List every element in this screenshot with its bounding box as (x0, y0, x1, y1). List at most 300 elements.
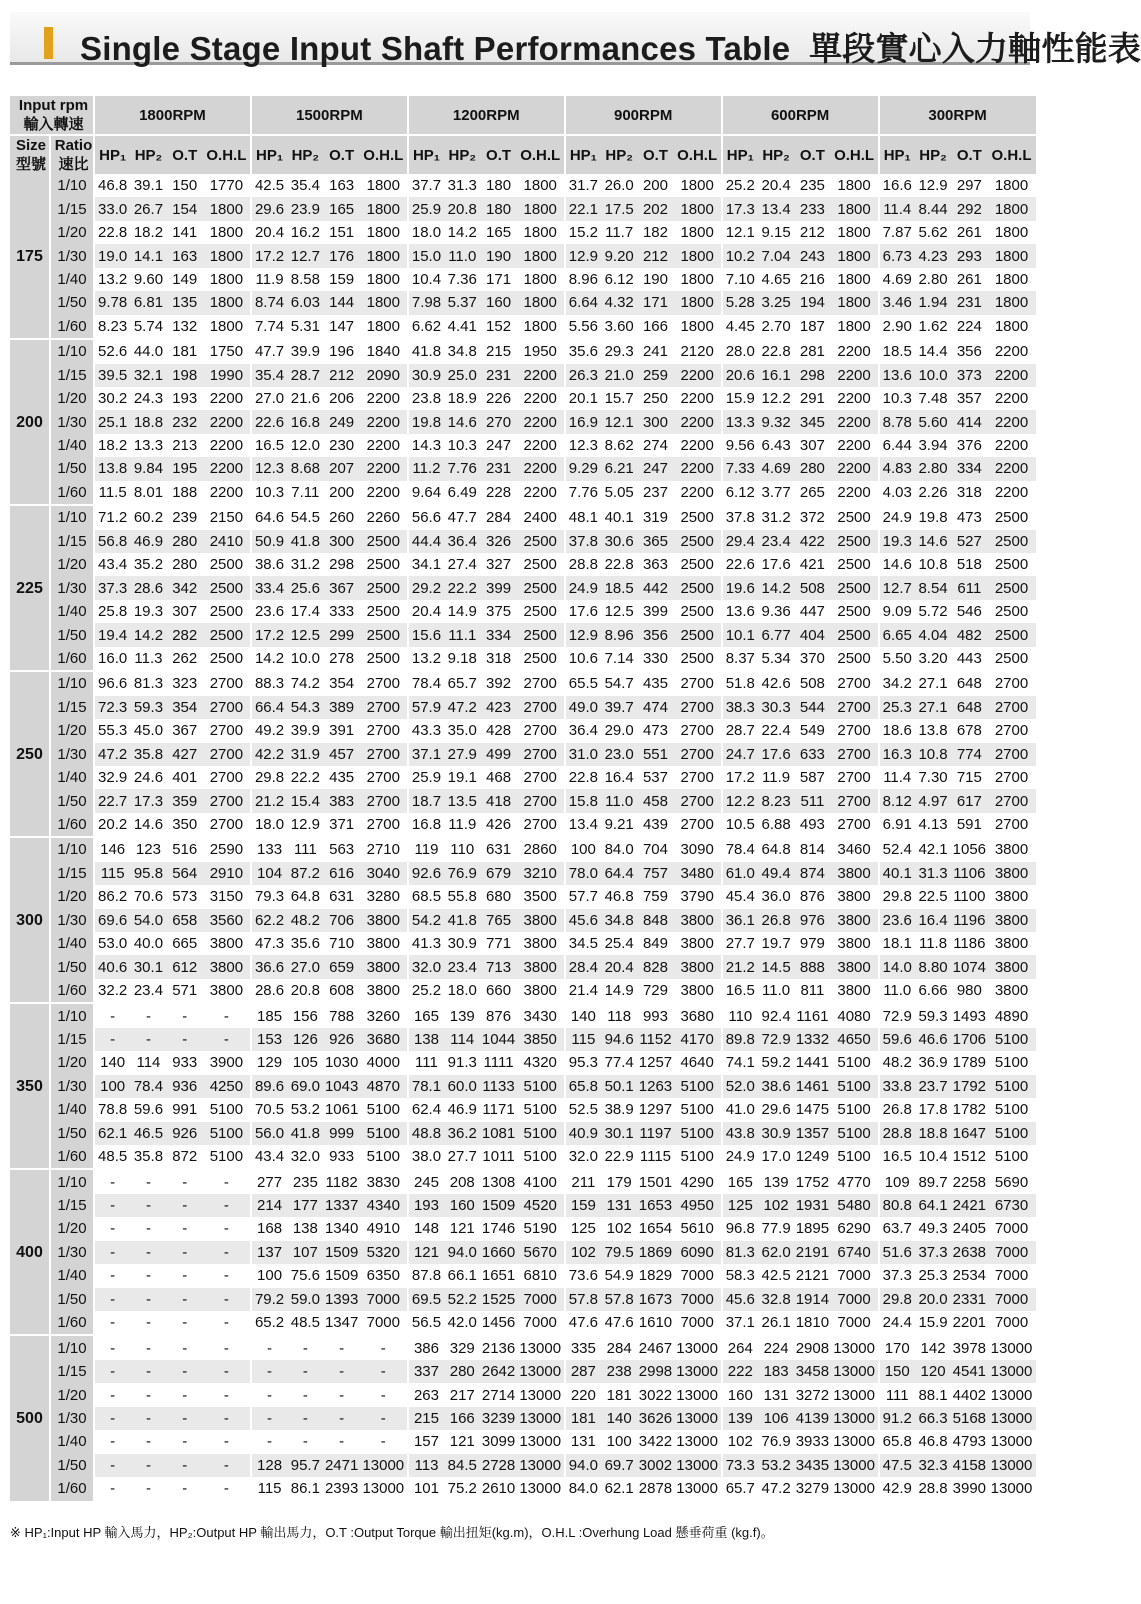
value-cell: 2700 (831, 696, 879, 719)
value-cell: 22.2 (444, 576, 480, 599)
value-cell: 4640 (674, 1051, 722, 1074)
value-cell: 28.4 (565, 955, 601, 978)
value-cell: 27.7 (444, 1145, 480, 1169)
value-cell: 1512 (951, 1145, 987, 1169)
value-cell: 23.4 (758, 530, 794, 553)
value-cell: 59.3 (130, 696, 166, 719)
value-cell: 66.4 (251, 696, 287, 719)
value-cell: 3800 (831, 955, 879, 978)
value-cell: 180 (480, 174, 516, 197)
ratio-cell: 1/30 (50, 1407, 94, 1430)
value-cell: 12.3 (565, 434, 601, 457)
value-cell: 1800 (517, 268, 565, 291)
value-cell: 2136 (480, 1335, 516, 1359)
value-cell: 3022 (637, 1383, 673, 1406)
value-cell: 334 (480, 623, 516, 646)
value-cell: 11.9 (444, 813, 480, 837)
value-cell: 31.2 (758, 505, 794, 529)
value-cell: 3800 (517, 979, 565, 1003)
value-cell: 47.2 (444, 696, 480, 719)
value-cell: 2200 (831, 364, 879, 387)
value-cell: 30.1 (601, 1122, 637, 1145)
value-cell: 33.4 (251, 576, 287, 599)
value-cell: 2700 (360, 813, 408, 837)
value-cell: 2700 (360, 696, 408, 719)
value-cell: 88.3 (251, 671, 287, 695)
value-cell: 1653 (637, 1194, 673, 1217)
table-row (10, 339, 1036, 363)
value-cell: 13000 (831, 1454, 879, 1477)
value-cell: 1800 (831, 174, 879, 197)
value-cell: - (287, 1335, 323, 1359)
value-cell: 77.9 (758, 1217, 794, 1240)
value-cell: 3800 (517, 932, 565, 955)
ratio-cell: 1/40 (50, 1098, 94, 1121)
value-cell: 2500 (203, 600, 251, 623)
value-cell: 65.8 (879, 1430, 915, 1453)
value-cell: 2500 (987, 553, 1035, 576)
value-cell: 42.5 (251, 174, 287, 197)
value-cell: 4.04 (915, 623, 951, 646)
value-cell: 1800 (674, 268, 722, 291)
value-cell: 28.6 (130, 576, 166, 599)
ratio-cell: 1/15 (50, 696, 94, 719)
value-cell: 428 (480, 719, 516, 742)
value-cell: 2500 (203, 623, 251, 646)
value-cell: 335 (565, 1335, 601, 1359)
value-cell: 1074 (951, 955, 987, 978)
value-cell: 16.4 (915, 909, 951, 932)
value-cell: 1789 (951, 1051, 987, 1074)
value-cell: 15.7 (601, 387, 637, 410)
value-cell: 611 (951, 576, 987, 599)
table-row (10, 1051, 1036, 1074)
ratio-cell: 1/30 (50, 909, 94, 932)
ratio-cell: 1/10 (50, 339, 94, 363)
value-cell: 9.84 (130, 457, 166, 480)
value-cell: 47.6 (565, 1311, 601, 1335)
title-cn: 單段實心入力軸性能表 (809, 30, 1141, 67)
value-cell: 1100 (951, 885, 987, 908)
value-cell: 42.6 (758, 671, 794, 695)
value-cell: 423 (480, 696, 516, 719)
value-cell: 13000 (831, 1430, 879, 1453)
ratio-cell: 1/60 (50, 1145, 94, 1169)
ratio-cell: 1/60 (50, 979, 94, 1003)
value-cell: 3800 (987, 837, 1035, 861)
value-cell: 1171 (480, 1098, 516, 1121)
value-cell: 5690 (987, 1169, 1035, 1193)
ratio-cell: 1/60 (50, 813, 94, 837)
value-cell: 165 (324, 197, 360, 220)
value-cell: - (94, 1288, 130, 1311)
value-cell: 15.2 (565, 221, 601, 244)
value-cell: 4.65 (758, 268, 794, 291)
value-cell: - (130, 1407, 166, 1430)
value-cell: - (130, 1028, 166, 1051)
value-cell: 27.1 (915, 696, 951, 719)
page-title (80, 23, 1141, 70)
table-row (10, 291, 1036, 314)
value-cell: 160 (444, 1194, 480, 1217)
value-cell: 5100 (987, 1145, 1035, 1169)
value-cell: 157 (408, 1430, 444, 1453)
ratio-cell: 1/50 (50, 1454, 94, 1477)
value-cell: 6090 (674, 1241, 722, 1264)
value-cell: 5100 (517, 1075, 565, 1098)
value-cell: 149 (167, 268, 203, 291)
value-cell: 20.1 (565, 387, 601, 410)
value-cell: 7.87 (879, 221, 915, 244)
value-cell: 1800 (360, 291, 408, 314)
value-cell: 91.3 (444, 1051, 480, 1074)
value-cell: 1840 (360, 339, 408, 363)
value-cell: 13.2 (408, 647, 444, 671)
value-cell: - (94, 1241, 130, 1264)
value-cell: 13000 (987, 1383, 1035, 1406)
value-cell: 74.2 (287, 671, 323, 695)
value-cell: 250 (637, 387, 673, 410)
value-cell: 3800 (517, 909, 565, 932)
size-cell: 175 (10, 174, 50, 339)
value-cell: - (94, 1477, 130, 1501)
table-row (10, 932, 1036, 955)
value-cell: 8.78 (879, 410, 915, 433)
value-cell: 46.5 (130, 1122, 166, 1145)
value-cell: 32.0 (408, 955, 444, 978)
value-cell: 473 (951, 505, 987, 529)
value-cell: 2200 (203, 410, 251, 433)
value-cell: 77.4 (601, 1051, 637, 1074)
value-cell: 612 (167, 955, 203, 978)
value-cell: 18.1 (879, 932, 915, 955)
value-cell: 34.1 (408, 553, 444, 576)
value-cell: - (360, 1430, 408, 1453)
value-cell: 4650 (831, 1028, 879, 1051)
value-cell: 10.0 (915, 364, 951, 387)
table-row (10, 1430, 1036, 1453)
value-cell: 1800 (517, 315, 565, 339)
value-cell: 22.8 (758, 339, 794, 363)
value-cell: 238 (601, 1360, 637, 1383)
value-cell: 231 (951, 291, 987, 314)
title-accent-bar (44, 27, 53, 59)
value-cell: 126 (287, 1028, 323, 1051)
value-cell: 24.9 (565, 576, 601, 599)
value-cell: 1493 (951, 1003, 987, 1027)
value-cell: 214 (251, 1194, 287, 1217)
value-cell: 1950 (517, 339, 565, 363)
value-cell: - (130, 1335, 166, 1359)
value-cell: 2610 (480, 1477, 516, 1501)
value-cell: 392 (480, 671, 516, 695)
value-cell: 18.5 (879, 339, 915, 363)
value-cell: 59.3 (915, 1003, 951, 1027)
value-cell: 95.3 (565, 1051, 601, 1074)
value-cell: 74.1 (722, 1051, 758, 1074)
value-cell: - (94, 1028, 130, 1051)
value-cell: 42.5 (758, 1264, 794, 1287)
value-cell: 84.0 (565, 1477, 601, 1501)
value-cell: 3800 (203, 955, 251, 978)
value-cell: 1347 (324, 1311, 360, 1335)
value-cell: 261 (951, 268, 987, 291)
value-cell: 2700 (831, 719, 879, 742)
value-cell: 37.3 (915, 1241, 951, 1264)
value-cell: 31.9 (287, 743, 323, 766)
value-cell: 15.9 (722, 387, 758, 410)
value-cell: 113 (408, 1454, 444, 1477)
value-cell: 16.2 (287, 221, 323, 244)
value-cell: 18.2 (94, 434, 130, 457)
value-cell: 17.6 (758, 743, 794, 766)
value-cell: 318 (480, 647, 516, 671)
value-cell: 176 (324, 244, 360, 267)
value-cell: 3458 (794, 1360, 830, 1383)
value-cell: 2200 (831, 457, 879, 480)
value-cell: 168 (251, 1217, 287, 1240)
value-cell: 132 (167, 315, 203, 339)
size-cell: 200 (10, 339, 50, 505)
value-cell: 828 (637, 955, 673, 978)
value-cell: 3830 (360, 1169, 408, 1193)
value-cell: 2200 (360, 457, 408, 480)
value-cell: 373 (951, 364, 987, 387)
value-cell: 59.2 (758, 1051, 794, 1074)
value-cell: 43.4 (251, 1145, 287, 1169)
value-cell: 3.77 (758, 481, 794, 505)
value-cell: 2200 (360, 410, 408, 433)
value-cell: 32.0 (287, 1145, 323, 1169)
value-cell: 3800 (517, 955, 565, 978)
col-header-ot: O.T (480, 135, 516, 174)
value-cell: 38.0 (408, 1145, 444, 1169)
value-cell: - (94, 1360, 130, 1383)
value-cell: - (167, 1288, 203, 1311)
value-cell: 729 (637, 979, 673, 1003)
table-row (10, 1098, 1036, 1121)
value-cell: 19.7 (758, 932, 794, 955)
value-cell: 28.8 (565, 553, 601, 576)
table-row (10, 647, 1036, 671)
value-cell: 2700 (831, 743, 879, 766)
value-cell: 2910 (203, 862, 251, 885)
value-cell: 2200 (203, 481, 251, 505)
value-cell: 616 (324, 862, 360, 885)
value-cell: 4910 (360, 1217, 408, 1240)
value-cell: 16.1 (758, 364, 794, 387)
value-cell: 16.4 (601, 766, 637, 789)
value-cell: 28.7 (287, 364, 323, 387)
value-cell: 2500 (360, 553, 408, 576)
value-cell: 680 (480, 885, 516, 908)
value-cell: 110 (722, 1003, 758, 1027)
value-cell: 36.6 (251, 955, 287, 978)
value-cell: 18.7 (408, 789, 444, 812)
value-cell: 422 (794, 530, 830, 553)
value-cell: 34.2 (879, 671, 915, 695)
value-cell: 1792 (951, 1075, 987, 1098)
value-cell: 14.4 (915, 339, 951, 363)
col-header-hp1: HP₁ (879, 135, 915, 174)
value-cell: 5100 (987, 1122, 1035, 1145)
value-cell: 230 (324, 434, 360, 457)
value-cell: 5100 (203, 1098, 251, 1121)
value-cell: 1800 (360, 197, 408, 220)
value-cell: 2700 (674, 671, 722, 695)
value-cell: 64.4 (601, 862, 637, 885)
value-cell: - (287, 1383, 323, 1406)
col-header-hp2: HP₂ (758, 135, 794, 174)
value-cell: 1800 (674, 221, 722, 244)
value-cell: 16.0 (94, 647, 130, 671)
input-rpm-label-cn: 輸入轉速 (23, 116, 84, 133)
value-cell: 2700 (674, 766, 722, 789)
value-cell: 2500 (360, 576, 408, 599)
value-cell: 6.12 (601, 268, 637, 291)
value-cell: 2467 (637, 1335, 673, 1359)
value-cell: 1800 (987, 197, 1035, 220)
value-cell: 7000 (987, 1264, 1035, 1287)
value-cell: 190 (637, 268, 673, 291)
table-row (10, 505, 1036, 529)
value-cell: - (130, 1311, 166, 1335)
value-cell: 22.9 (601, 1145, 637, 1169)
value-cell: 2500 (831, 505, 879, 529)
value-cell: 19.8 (408, 410, 444, 433)
value-cell: 2200 (674, 481, 722, 505)
value-cell: - (130, 1003, 166, 1027)
value-cell: 24.3 (130, 387, 166, 410)
value-cell: 757 (637, 862, 673, 885)
value-cell: 187 (794, 315, 830, 339)
value-cell: 42.1 (915, 837, 951, 861)
value-cell: 215 (480, 339, 516, 363)
value-cell: 13000 (517, 1454, 565, 1477)
value-cell: 48.8 (408, 1122, 444, 1145)
value-cell: - (251, 1430, 287, 1453)
value-cell: 2150 (203, 505, 251, 529)
value-cell: 5100 (831, 1122, 879, 1145)
value-cell: 3560 (203, 909, 251, 932)
value-cell: 14.6 (879, 553, 915, 576)
value-cell: 185 (251, 1003, 287, 1027)
value-cell: 153 (251, 1028, 287, 1051)
value-cell: 26.8 (758, 909, 794, 932)
value-cell: 30.9 (444, 932, 480, 955)
value-cell: 138 (408, 1028, 444, 1051)
value-cell: 69.0 (287, 1075, 323, 1098)
value-cell: 28.7 (722, 719, 758, 742)
value-cell: 284 (480, 505, 516, 529)
ratio-cell: 1/40 (50, 1430, 94, 1453)
value-cell: 1441 (794, 1051, 830, 1074)
value-cell: 376 (951, 434, 987, 457)
ratio-cell: 1/40 (50, 600, 94, 623)
table-row (10, 813, 1036, 837)
value-cell: 26.3 (565, 364, 601, 387)
value-cell: 1249 (794, 1145, 830, 1169)
table-row (10, 1194, 1036, 1217)
value-cell: 120 (915, 1360, 951, 1383)
value-cell: 30.6 (601, 530, 637, 553)
value-cell: 239 (167, 505, 203, 529)
value-cell: 3800 (987, 932, 1035, 955)
value-cell: 42.0 (444, 1311, 480, 1335)
value-cell: 179 (601, 1169, 637, 1193)
value-cell: 78.0 (565, 862, 601, 885)
value-cell: 46.8 (915, 1430, 951, 1453)
value-cell: 3800 (674, 955, 722, 978)
value-cell: 13000 (517, 1430, 565, 1453)
value-cell: 78.4 (722, 837, 758, 861)
value-cell: 159 (565, 1194, 601, 1217)
value-cell: 2421 (951, 1194, 987, 1217)
table-row (10, 1407, 1036, 1430)
value-cell: 2200 (517, 457, 565, 480)
value-cell: 212 (794, 221, 830, 244)
value-cell: 4.97 (915, 789, 951, 812)
value-cell: 27.0 (287, 955, 323, 978)
value-cell: 249 (324, 410, 360, 433)
value-cell: 41.8 (287, 530, 323, 553)
value-cell: 342 (167, 576, 203, 599)
value-cell: 20.4 (251, 221, 287, 244)
value-cell: 19.0 (94, 244, 130, 267)
value-cell: 14.1 (130, 244, 166, 267)
value-cell: 53.0 (94, 932, 130, 955)
value-cell: 1800 (203, 221, 251, 244)
value-cell: 2200 (674, 364, 722, 387)
value-cell: 36.4 (444, 530, 480, 553)
value-cell: 8.44 (915, 197, 951, 220)
value-cell: 12.9 (565, 244, 601, 267)
table-row (10, 315, 1036, 339)
value-cell: 573 (167, 885, 203, 908)
value-cell: 33.8 (879, 1075, 915, 1098)
ratio-cell: 1/20 (50, 1051, 94, 1074)
value-cell: 1081 (480, 1122, 516, 1145)
value-cell: 2.26 (915, 481, 951, 505)
value-cell: 5100 (987, 1051, 1035, 1074)
table-row (10, 696, 1036, 719)
value-cell: 193 (408, 1194, 444, 1217)
value-cell: 678 (951, 719, 987, 742)
value-cell: 499 (480, 743, 516, 766)
value-cell: 125 (722, 1194, 758, 1217)
value-cell: 106 (758, 1407, 794, 1430)
value-cell: 3800 (831, 932, 879, 955)
value-cell: 3150 (203, 885, 251, 908)
value-cell: 139 (722, 1407, 758, 1430)
value-cell: 2500 (203, 647, 251, 671)
value-cell: 35.4 (287, 174, 323, 197)
value-cell: 57.7 (565, 885, 601, 908)
value-cell: 32.3 (915, 1454, 951, 1477)
value-cell: 280 (794, 457, 830, 480)
value-cell: 62.4 (408, 1098, 444, 1121)
value-cell: 4950 (674, 1194, 722, 1217)
value-cell: 383 (324, 789, 360, 812)
value-cell: 2500 (517, 623, 565, 646)
value-cell: 849 (637, 932, 673, 955)
value-cell: 55.8 (444, 885, 480, 908)
value-cell: 2200 (360, 434, 408, 457)
value-cell: 1800 (203, 244, 251, 267)
value-cell: 41.8 (408, 339, 444, 363)
value-cell: - (203, 1311, 251, 1335)
value-cell: 5320 (360, 1241, 408, 1264)
